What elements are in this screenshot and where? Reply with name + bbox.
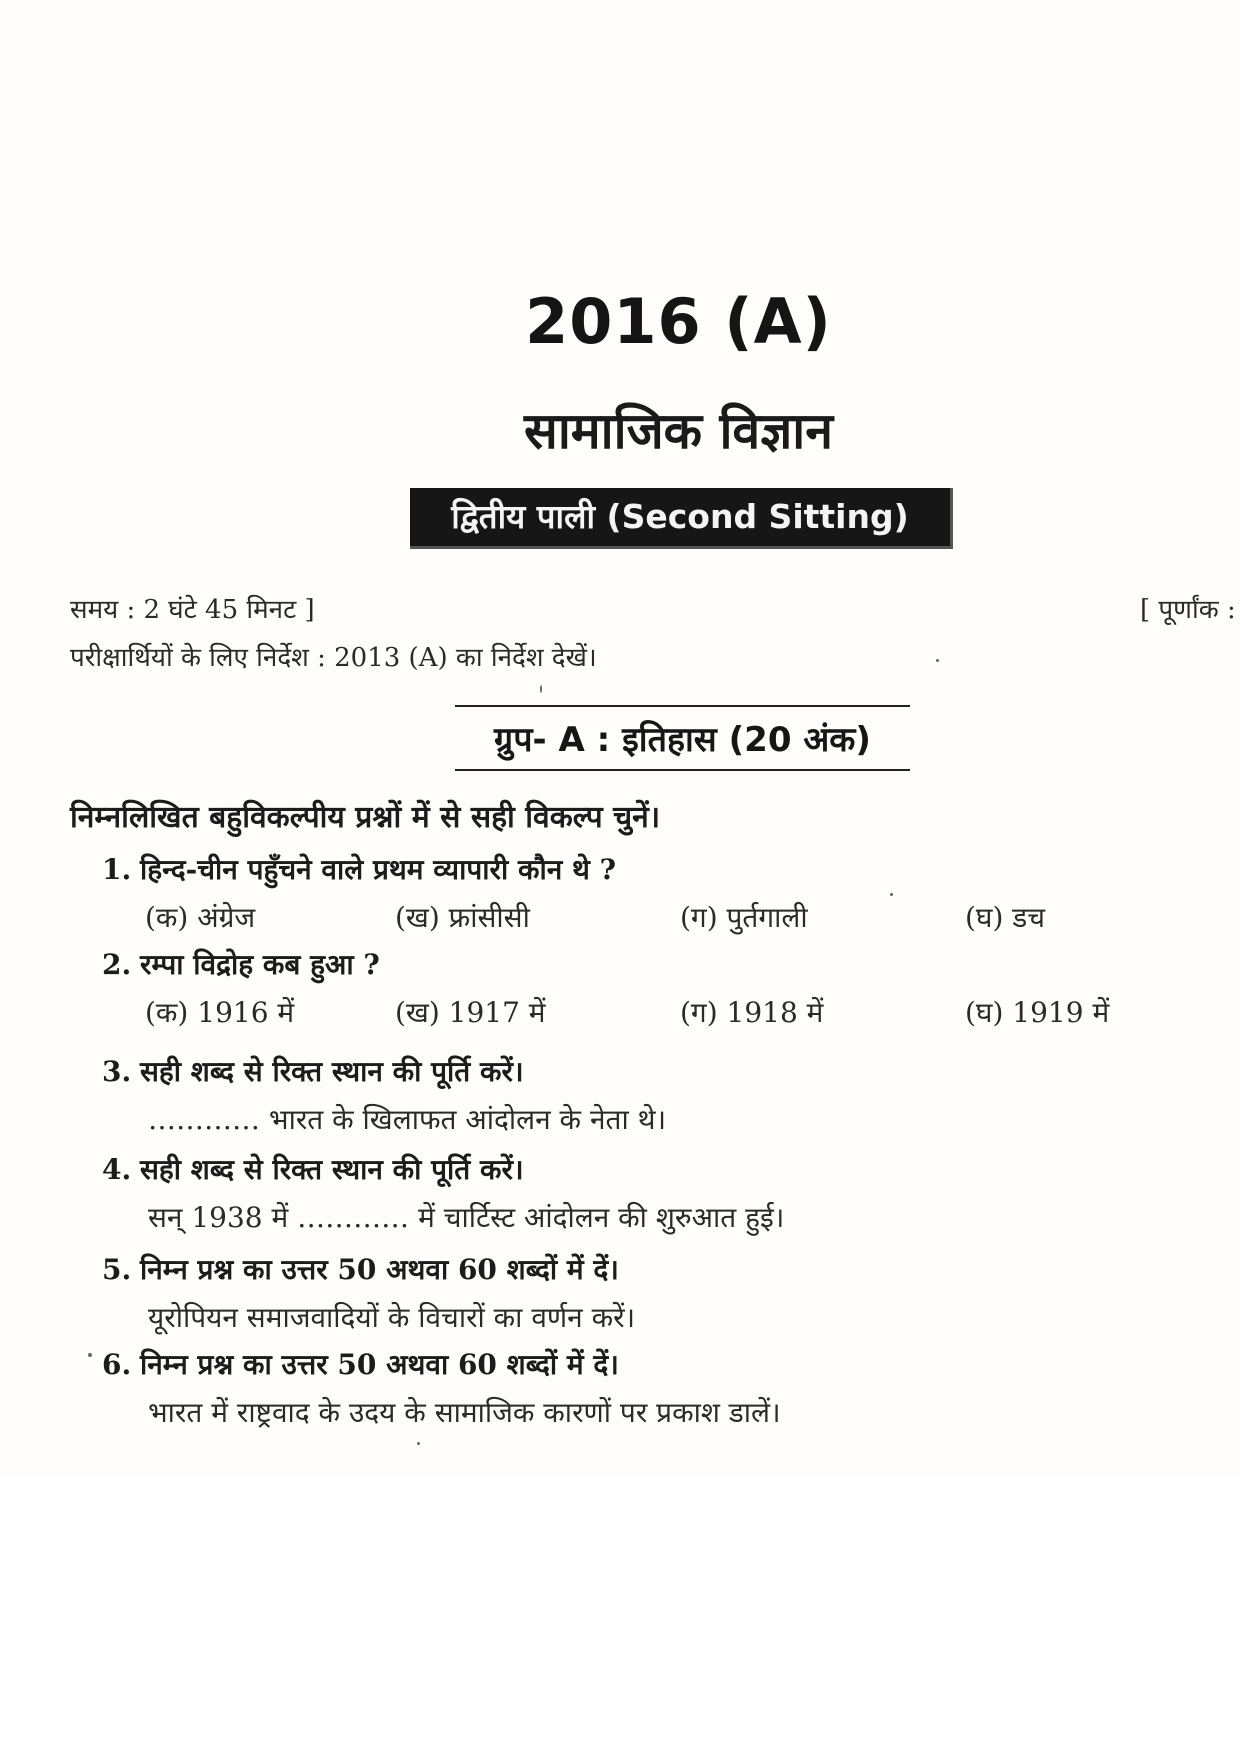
- page-bottom-area: [0, 1475, 1240, 1755]
- mcq-directions: निम्नलिखित बहुविकल्पीय प्रश्नों में से सही विकल्प चुनें।: [70, 800, 661, 835]
- question-number: 3.: [102, 1055, 132, 1088]
- option-c: (ग) पुर्तगाली: [680, 901, 808, 934]
- question-5: [102, 1250, 619, 1288]
- subject-title: सामाजिक विज्ञान: [524, 402, 833, 460]
- candidate-instructions: परीक्षार्थियों के लिए निर्देश : 2013 (A) का निर्देश देखें।: [70, 643, 597, 673]
- option-a: (क) अंग्रेज: [145, 901, 256, 934]
- question-number: 5.: [102, 1253, 132, 1286]
- question-4: [102, 1150, 524, 1188]
- scan-speck: [88, 1353, 92, 1357]
- group-a-heading: ग्रुप- A : इतिहास (20 अंक): [455, 705, 910, 771]
- full-marks-label: [ पूर्णांक :: [1140, 595, 1236, 625]
- question-6-detail: भारत में राष्ट्रवाद के उदय के सामाजिक कारणों पर प्रकाश डालें।: [148, 1396, 781, 1429]
- question-text: सही शब्द से रिक्त स्थान की पूर्ति करें।: [140, 1055, 524, 1088]
- question-text: रम्पा विद्रोह कब हुआ ?: [140, 948, 380, 981]
- question-1: [102, 850, 616, 888]
- question-3-detail: ………… भारत के खिलाफत आंदोलन के नेता थे।: [148, 1103, 667, 1136]
- option-b: (ख) 1917 में: [395, 996, 546, 1029]
- option-b: (ख) फ्रांसीसी: [395, 901, 530, 934]
- scan-speck: [890, 893, 893, 896]
- sitting-banner: द्वितीय पाली (Second Sitting): [410, 488, 953, 549]
- question-number: 1.: [102, 853, 132, 886]
- question-3: [102, 1052, 524, 1090]
- question-number: 2.: [102, 948, 132, 981]
- option-d: (घ) डच: [965, 901, 1046, 934]
- question-2: [102, 945, 380, 983]
- option-c: (ग) 1918 में: [680, 996, 824, 1029]
- scan-speck: [540, 685, 542, 693]
- exam-duration: समय : 2 घंटे 45 मिनट ]: [70, 595, 315, 625]
- question-text: निम्न प्रश्न का उत्तर 50 अथवा 60 शब्दों में दें।: [140, 1348, 619, 1381]
- question-number: 6.: [102, 1348, 132, 1381]
- option-a: (क) 1916 में: [145, 996, 295, 1029]
- option-d: (घ) 1919 में: [965, 996, 1110, 1029]
- question-text: सही शब्द से रिक्त स्थान की पूर्ति करें।: [140, 1153, 524, 1186]
- scan-speck: [417, 1442, 420, 1445]
- exam-year-title: 2016 (A): [525, 285, 832, 358]
- question-text: निम्न प्रश्न का उत्तर 50 अथवा 60 शब्दों में दें।: [140, 1253, 619, 1286]
- question-5-detail: यूरोपियन समाजवादियों के विचारों का वर्णन करें।: [148, 1301, 636, 1334]
- question-text: हिन्द-चीन पहुँचने वाले प्रथम व्यापारी कौन थे ?: [140, 853, 617, 886]
- question-number: 4.: [102, 1153, 132, 1186]
- question-4-detail: सन् 1938 में ………… में चार्टिस्ट आंदोलन की शुरुआत हुई।: [148, 1201, 785, 1234]
- question-6: [102, 1345, 619, 1383]
- scan-speck: [936, 659, 939, 662]
